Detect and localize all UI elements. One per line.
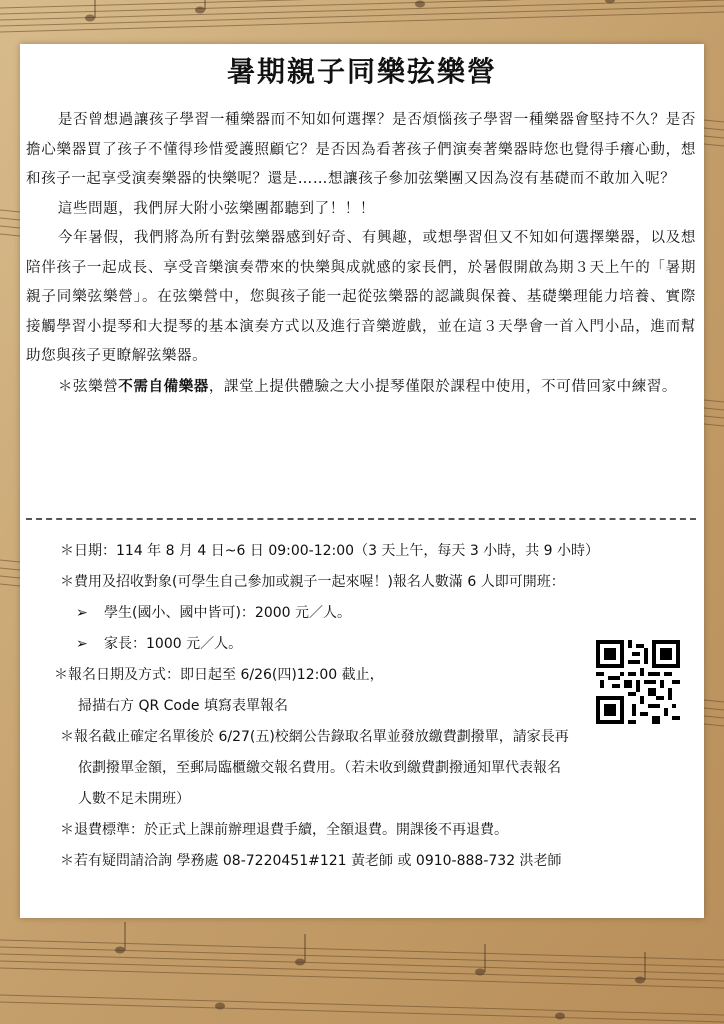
arrow-bullet-icon: ➢ [76,636,88,652]
parent-fee: 家長：1000 元／人。 [104,636,243,652]
intro-paragraph-1: 是否曾想過讓孩子學習一種樂器而不知如何選擇？是否煩惱孩子學習一種樂器會堅持不久？是否擔心樂器買了孩子不懂得珍惜愛護照顧它？是否因為看著孩子們演奏著樂器時您也覺得手癢心動，想和孩子一起享受演奏樂器的快樂呢？還是……想讓孩子參加弦樂團又因為沒有基礎而不敢加入呢？ [26,112,696,187]
refund-line: ＊退費標準：於正式上課前辦理退費手續，全額退費。開課後不再退費。 [60,822,508,838]
instrument-note [26,372,696,403]
flyer-sheet [20,44,704,918]
deadline-line-3: 人數不足未開班） [78,791,190,807]
registration-method: 掃描右方 QR Code 填寫表單報名 [78,698,288,714]
fee-line: ＊費用及招收對象(可學生自己參加或親子一起來喔！)報名人數滿 6 人即可開班： [60,574,565,590]
date-line: ＊日期：114 年 8 月 4 日~6 日 09:00-12:00（3 天上午，每天 3 小時，共 9 小時） [60,543,600,559]
dashed-divider [26,518,696,520]
instrument-note-bold: 不需自備樂器 [118,377,209,395]
registration-line: ＊報名日期及方式：即日起至 6/26(四)12:00 截止， [54,667,384,683]
deadline-line-2: 依劃撥單金額，至郵局臨櫃繳交報名費用。（若未收到繳費劃撥通知單代表報名 [78,760,561,776]
intro-paragraph-3: 今年暑假，我們將為所有對弦樂器感到好奇、有興趣，或想學習但又不知如何選擇樂器，以及想陪伴孩子一起成長、享受音樂演奏帶來的快樂與成就感的家長們，於暑假開啟為期３天上午的「暑期親子同樂弦樂營」。在弦樂營中，您與孩子能一起從弦樂器的認識與保養、基礎樂理能力培養、實際接觸學習小提琴和大提琴的基本演奏方式以及進行音樂遊戲，並在這３天學會一首入門小品，進而幫助您與孩子更瞭解弦樂器。 [26,230,696,364]
intro-paragraph-2: 這些問題，我們屏大附小弦樂團都聽到了！！！ [57,200,375,217]
instrument-note-suffix: ，課堂上提供體驗之大小提琴僅限於課程中使用，不可借回家中練習。 [208,378,678,395]
arrow-bullet-icon: ➢ [76,605,88,621]
deadline-line-1: ＊報名截止確定名單後於 6/27(五)校網公告錄取名單並發放繳費劃撥單，請家長再 [60,729,569,745]
student-fee: 學生(國小、國中皆可)：2000 元／人。 [104,605,352,621]
contact-line: ＊若有疑問請洽詢 學務處 08-7220451#121 黃老師 或 0910-888-732 洪老師 [60,853,562,869]
page-title: 暑期親子同樂弦樂營 [226,55,497,88]
instrument-note-prefix: ＊弦樂營 [57,378,119,395]
student-fee-line [60,598,700,629]
qr-code-icon[interactable] [596,640,680,724]
intro-text [26,106,696,402]
